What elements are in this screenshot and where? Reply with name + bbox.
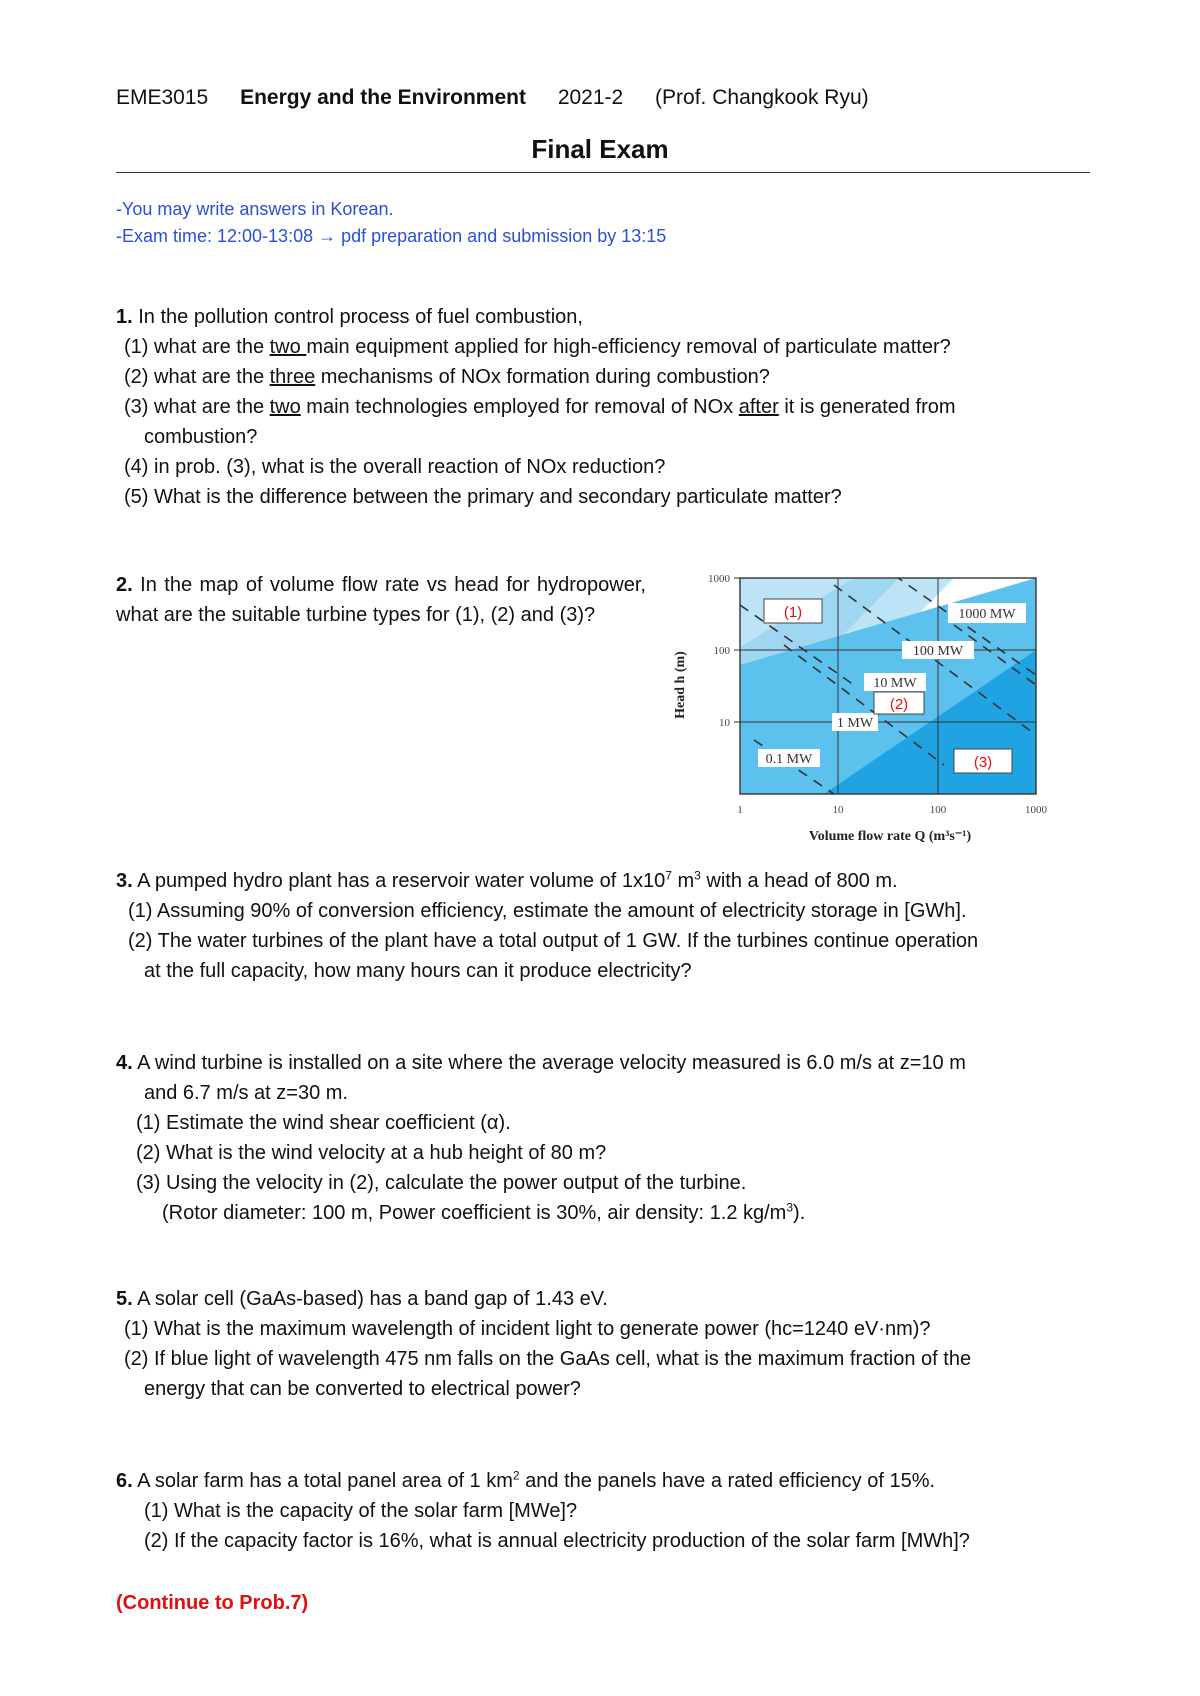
x-axis-label: Volume flow rate Q (m³s⁻¹) <box>808 829 972 844</box>
superscript: 3 <box>786 1200 794 1215</box>
question-3-part-1: (1) Assuming 90% of conversion efficiency, estimate the amount of electricity storage in [GWh]. <box>128 900 967 922</box>
question-6-stem <box>116 1466 935 1496</box>
question-text: with a head of 800 m. <box>700 870 898 892</box>
page-title: Final Exam <box>531 134 669 164</box>
question-5-part-2: (2) If blue light of wavelength 475 nm falls on the GaAs cell, what is the maximum fraction of the <box>124 1348 972 1370</box>
part-text: (1) what are the <box>124 336 270 358</box>
note-exam-time: -Exam time: 12:00-13:08 → pdf preparation and submission by 13:15 <box>116 226 667 246</box>
question-text: and the panels have a rated efficiency of 15%. <box>519 1470 936 1492</box>
note-language: -You may write answers in Korean. <box>116 199 394 219</box>
question-4-part-1: (1) Estimate the wind shear coefficient (α). <box>136 1112 511 1134</box>
underlined-word: three <box>269 366 316 388</box>
question-text: A pumped hydro plant has a reservoir water volume of 1x10 <box>137 870 666 892</box>
question-3-part-2-cont: at the full capacity, how many hours can it produce electricity? <box>144 960 692 982</box>
question-number: 6. <box>116 1470 133 1492</box>
question-number: 2. <box>116 574 133 596</box>
question-4-stem-cont: and 6.7 m/s at z=30 m. <box>144 1082 348 1104</box>
question-number: 5. <box>116 1288 133 1310</box>
hydropower-turbine-map <box>654 565 1064 860</box>
power-label-01mw: 0.1 MW <box>765 752 813 767</box>
question-text: In the pollution control process of fuel combustion, <box>138 306 583 328</box>
region-2-label: (2) <box>889 696 909 713</box>
question-1-part-3-cont: combustion? <box>144 426 258 448</box>
x-tick-label: 100 <box>929 804 947 816</box>
underlined-word: two <box>269 396 301 418</box>
question-4-part-3-given <box>162 1198 805 1228</box>
power-label-100mw: 100 MW <box>912 644 964 659</box>
question-4-stem <box>116 1048 966 1078</box>
course-name: Energy and the Environment <box>240 86 526 109</box>
given-text: (Rotor diameter: 100 m, Power coefficient is 30%, air density: 1.2 kg/m <box>162 1202 787 1224</box>
question-5-part-1: (1) What is the maximum wavelength of incident light to generate power (hc=1240 eV·nm)? <box>124 1318 931 1340</box>
y-tick-label: 100 <box>713 645 730 657</box>
question-text: m <box>671 870 695 892</box>
underlined-word: after <box>738 396 779 418</box>
question-4-part-3: (3) Using the velocity in (2), calculate the power output of the turbine. <box>136 1172 747 1194</box>
course-code: EME3015 <box>116 86 209 109</box>
question-1-part-1 <box>124 332 951 362</box>
question-text: A solar cell (GaAs-based) has a band gap of 1.43 eV. <box>137 1288 608 1310</box>
professor: (Prof. Changkook Ryu) <box>655 86 869 109</box>
question-1-stem <box>116 302 583 332</box>
question-1-part-5: (5) What is the difference between the primary and secondary particulate matter? <box>124 486 842 508</box>
superscript: 7 <box>665 868 672 883</box>
question-5-stem <box>116 1284 608 1314</box>
question-number: 1. <box>116 306 133 328</box>
question-4-part-2: (2) What is the wind velocity at a hub height of 80 m? <box>136 1142 607 1164</box>
question-text: A solar farm has a total panel area of 1 km <box>137 1470 513 1492</box>
power-label-10mw: 10 MW <box>873 676 917 691</box>
term: 2021-2 <box>557 86 624 109</box>
question-6-part-2: (2) If the capacity factor is 16%, what is annual electricity production of the solar farm [MWh]? <box>144 1530 970 1552</box>
part-text: (3) what are the <box>124 396 270 418</box>
part-text: mechanisms of NOx formation during combustion? <box>315 366 770 388</box>
part-text: (2) what are the <box>124 366 270 388</box>
power-label-1mw: 1 MW <box>836 716 874 731</box>
question-number: 4. <box>116 1052 133 1074</box>
question-text: In the map of volume flow rate vs head for hydropower, what are the suitable turbine types for (1), (2) and (3)? <box>116 574 646 626</box>
question-1-part-2 <box>124 362 770 392</box>
question-3-part-2: (2) The water turbines of the plant have a total output of 1 GW. If the turbines continue operation <box>128 930 979 952</box>
question-1-part-4: (4) in prob. (3), what is the overall reaction of NOx reduction? <box>124 456 666 478</box>
y-tick-label: 1000 <box>708 573 730 585</box>
course-header <box>116 86 895 110</box>
power-label-1000mw: 1000 MW <box>958 607 1016 622</box>
given-text: ). <box>793 1202 806 1224</box>
x-tick-label: 10 <box>832 804 844 816</box>
question-6-part-1: (1) What is the capacity of the solar farm [MWe]? <box>144 1500 578 1522</box>
region-3-label: (3) <box>973 754 993 771</box>
question-text: A wind turbine is installed on a site where the average velocity measured is 6.0 m/s at z=10 m <box>137 1052 966 1074</box>
superscript: 2 <box>512 1468 520 1483</box>
part-text: main technologies employed for removal of NOx <box>300 396 739 418</box>
question-1-part-3 <box>124 392 956 422</box>
part-text: main equipment applied for high-efficiency removal of particulate matter? <box>306 336 951 358</box>
part-text: it is generated from <box>778 396 956 418</box>
underlined-word: two <box>269 336 307 358</box>
question-5-part-2-cont: energy that can be converted to electrical power? <box>144 1378 581 1400</box>
x-tick-label: 1 <box>737 804 743 816</box>
question-3-stem <box>116 866 898 896</box>
question-number: 3. <box>116 870 133 892</box>
continue-note: (Continue to Prob.7) <box>116 1592 309 1614</box>
superscript: 3 <box>694 868 701 883</box>
question-2 <box>116 570 646 630</box>
y-axis-label: Head h (m) <box>673 651 688 719</box>
region-1-label: (1) <box>783 604 803 621</box>
title-divider <box>116 172 1090 173</box>
y-tick-label: 10 <box>719 717 730 729</box>
x-tick-label: 1000 <box>1025 804 1047 816</box>
